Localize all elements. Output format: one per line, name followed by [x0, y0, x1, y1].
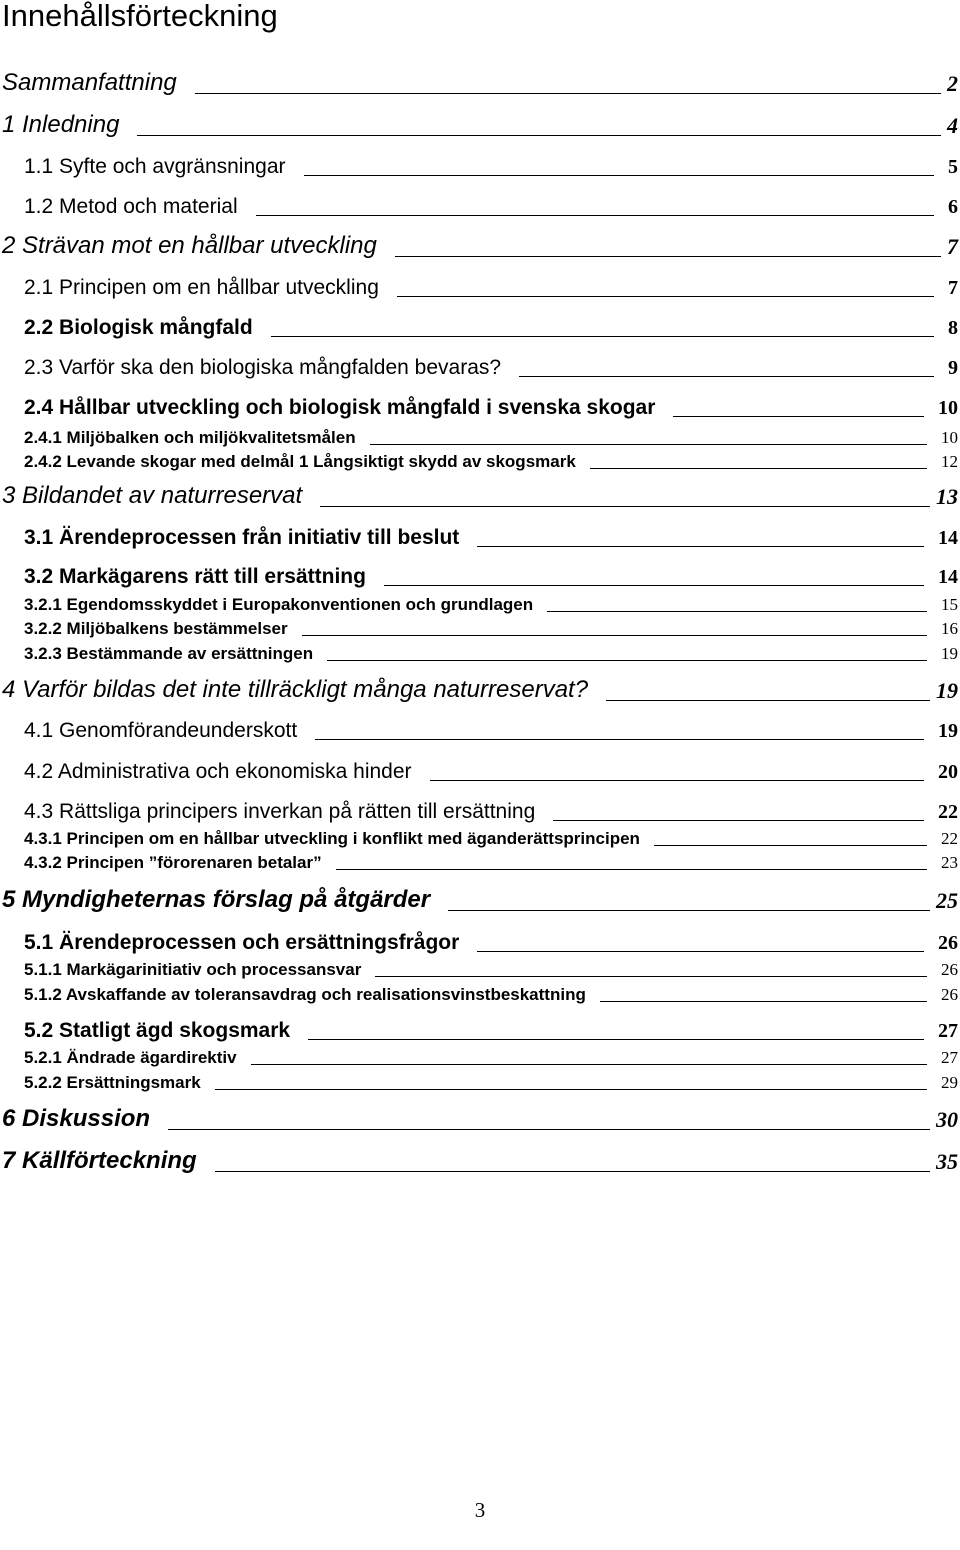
toc-entry-title: 6 Diskussion: [2, 1105, 151, 1132]
toc-entry-title: 2.4 Hållbar utveckling och biologisk mångfald i svenska skogar: [24, 396, 656, 419]
page-number: 3: [474, 1498, 486, 1522]
toc-entry-title: 5.2.2 Ersättningsmark: [24, 1073, 201, 1092]
toc-entry[interactable]: [24, 424, 958, 446]
toc-entry[interactable]: [2, 228, 958, 258]
toc-leader-line: [137, 135, 941, 136]
toc-entry-title: 2.4.2 Levande skogar med delmål 1 Långsiktigt skydd av skogsmark: [24, 452, 576, 471]
toc-entry-page: 14: [938, 527, 958, 549]
toc-entry-page: 19: [941, 644, 958, 663]
toc-entry[interactable]: [24, 1044, 958, 1066]
toc-leader-line: [215, 1171, 930, 1172]
toc-entry[interactable]: [24, 151, 958, 177]
toc-entry-page: 26: [941, 985, 958, 1004]
toc-entry-title: 3.1 Ärendeprocessen från initiativ till beslut: [24, 526, 460, 549]
toc-entry[interactable]: [2, 882, 958, 912]
toc-leader-line: [375, 976, 927, 977]
toc-entry-page: 23: [941, 853, 958, 872]
toc-entry-page: 4: [947, 113, 958, 138]
toc-entry-title: Sammanfattning: [2, 69, 177, 96]
toc-entry-title: 2.3 Varför ska den biologiska mångfalden bevaras?: [24, 356, 502, 379]
toc-entry[interactable]: [24, 640, 958, 662]
toc-entry-title: 1.1 Syfte och avgränsningar: [24, 155, 286, 178]
toc-entry-page: 26: [938, 932, 958, 954]
toc-entry-title: 5.1 Ärendeprocessen och ersättningsfrågor: [24, 931, 460, 954]
toc-entry[interactable]: [24, 522, 958, 548]
toc-entry-page: 13: [936, 484, 958, 509]
toc-entry-title: 4.3.2 Principen ”förorenaren betalar”: [24, 853, 322, 872]
toc-entry-page: 7: [947, 234, 958, 259]
toc-entry-page: 10: [938, 397, 958, 419]
toc-entry-page: 12: [941, 452, 958, 471]
toc-entry-page: 14: [938, 566, 958, 588]
toc-entry[interactable]: [24, 981, 958, 1003]
toc-entry-page: 22: [938, 801, 958, 823]
toc-entry-title: 1 Inledning: [2, 111, 120, 138]
toc-entry[interactable]: [2, 1143, 958, 1173]
toc-leader-line: [547, 611, 927, 612]
toc-entry-page: 20: [938, 761, 958, 783]
toc-entry[interactable]: [24, 561, 958, 587]
toc-leader-line: [168, 1129, 930, 1130]
toc-entry-page: 27: [938, 1020, 958, 1042]
toc-entry-page: 35: [936, 1149, 958, 1174]
toc-entry[interactable]: [24, 312, 958, 338]
toc-leader-line: [590, 468, 927, 469]
toc-leader-line: [395, 256, 941, 257]
toc-leader-line: [251, 1064, 927, 1065]
toc-leader-line: [654, 845, 927, 846]
toc-entry[interactable]: [24, 352, 958, 378]
toc-entry-page: 25: [936, 888, 958, 913]
toc-entry-title: 5.1.2 Avskaffande av toleransavdrag och realisationsvinstbeskattning: [24, 985, 586, 1004]
page-title: Innehållsförteckning: [2, 0, 278, 33]
toc-leader-line: [215, 1089, 927, 1090]
toc-leader-line: [477, 951, 924, 952]
toc-entry-title: 3.2.1 Egendomsskyddet i Europakonventionen och grundlagen: [24, 595, 534, 614]
toc-leader-line: [320, 506, 930, 507]
toc-leader-line: [553, 820, 924, 821]
toc-entry[interactable]: [24, 1069, 958, 1091]
toc-entry-page: 10: [941, 428, 958, 447]
toc-entry-title: 3.2 Markägarens rätt till ersättning: [24, 565, 366, 588]
toc-entry-title: 7 Källförteckning: [2, 1147, 197, 1174]
toc-entry-page: 29: [941, 1073, 958, 1092]
toc-entry-title: 4.2 Administrativa och ekonomiska hinder: [24, 760, 412, 783]
toc-entry-title: 2 Strävan mot en hållbar utveckling: [2, 232, 377, 259]
toc-entry[interactable]: [2, 1101, 958, 1131]
toc-entry[interactable]: [24, 849, 958, 871]
toc-entry[interactable]: [24, 796, 958, 822]
toc-entry-page: 8: [948, 317, 958, 339]
toc-entry[interactable]: [24, 448, 958, 470]
toc-entry-title: 3.2.2 Miljöbalkens bestämmelser: [24, 619, 288, 638]
toc-entry[interactable]: [24, 956, 958, 978]
toc-entry[interactable]: [24, 756, 958, 782]
toc-entry[interactable]: [2, 65, 958, 95]
toc-entry-title: 1.2 Metod och material: [24, 195, 238, 218]
toc-entry-page: 27: [941, 1048, 958, 1067]
toc-leader-line: [606, 700, 930, 701]
toc-leader-line: [600, 1001, 927, 1002]
toc-leader-line: [195, 93, 941, 94]
toc-entry-title: 2.1 Principen om en hållbar utveckling: [24, 276, 379, 299]
toc-leader-line: [448, 910, 930, 911]
toc-leader-line: [477, 546, 924, 547]
toc-entry-page: 9: [948, 357, 958, 379]
toc-leader-line: [302, 635, 927, 636]
toc-leader-line: [519, 376, 934, 377]
toc-entry-page: 26: [941, 960, 958, 979]
toc-entry-title: 2.2 Biologisk mångfald: [24, 316, 253, 339]
toc-entry-page: 15: [941, 595, 958, 614]
toc-leader-line: [256, 215, 934, 216]
toc-entry-title: 5 Myndigheternas förslag på åtgärder: [2, 886, 431, 913]
toc-entry[interactable]: [24, 927, 958, 953]
toc-entry[interactable]: [24, 615, 958, 637]
toc-entry-page: 2: [947, 71, 958, 96]
toc-leader-line: [327, 660, 927, 661]
toc-entry-page: 6: [948, 196, 958, 218]
toc-entry[interactable]: [24, 392, 958, 418]
toc-leader-line: [336, 869, 927, 870]
toc-entry-title: 5.2.1 Ändrade ägardirektiv: [24, 1048, 237, 1067]
toc-entry-title: 3 Bildandet av naturreservat: [2, 482, 303, 509]
toc-entry-page: 30: [936, 1107, 958, 1132]
toc-entry-page: 7: [948, 277, 958, 299]
toc-entry-title: 4.3.1 Principen om en hållbar utveckling i konflikt med äganderättsprincipen: [24, 829, 640, 848]
toc-leader-line: [384, 585, 924, 586]
toc-entry[interactable]: [24, 825, 958, 847]
toc-entry-title: 3.2.3 Bestämmande av ersättningen: [24, 644, 314, 663]
toc-entry[interactable]: [2, 672, 958, 702]
toc-leader-line: [308, 1039, 924, 1040]
toc-entry-page: 22: [941, 829, 958, 848]
toc-leader-line: [673, 416, 924, 417]
toc-entry-title: 4.1 Genomförandeunderskott: [24, 719, 298, 742]
toc-entry-page: 5: [948, 156, 958, 178]
toc-leader-line: [430, 780, 924, 781]
toc-entry-page: 16: [941, 619, 958, 638]
toc-entry[interactable]: [24, 715, 958, 741]
toc-entry-title: 5.2 Statligt ägd skogsmark: [24, 1019, 291, 1042]
toc-entry[interactable]: [24, 272, 958, 298]
toc-entry[interactable]: [24, 191, 958, 217]
toc-leader-line: [370, 444, 927, 445]
toc-entry[interactable]: [24, 591, 958, 613]
toc-entry-title: 4 Varför bildas det inte tillräckligt många naturreservat?: [2, 676, 589, 703]
toc-leader-line: [315, 739, 924, 740]
toc-leader-line: [397, 296, 934, 297]
toc-entry-title: 5.1.1 Markägarinitiativ och processansvar: [24, 960, 362, 979]
toc-entry[interactable]: [2, 478, 958, 508]
toc-leader-line: [271, 336, 934, 337]
toc-entry[interactable]: [2, 107, 958, 137]
toc-entry-title: 2.4.1 Miljöbalken och miljökvalitetsmålen: [24, 428, 356, 447]
toc-entry-page: 19: [936, 678, 958, 703]
toc-entry[interactable]: [24, 1015, 958, 1041]
toc-entry-title: 4.3 Rättsliga principers inverkan på rätten till ersättning: [24, 800, 536, 823]
toc-leader-line: [304, 175, 935, 176]
toc-entry-page: 19: [938, 720, 958, 742]
